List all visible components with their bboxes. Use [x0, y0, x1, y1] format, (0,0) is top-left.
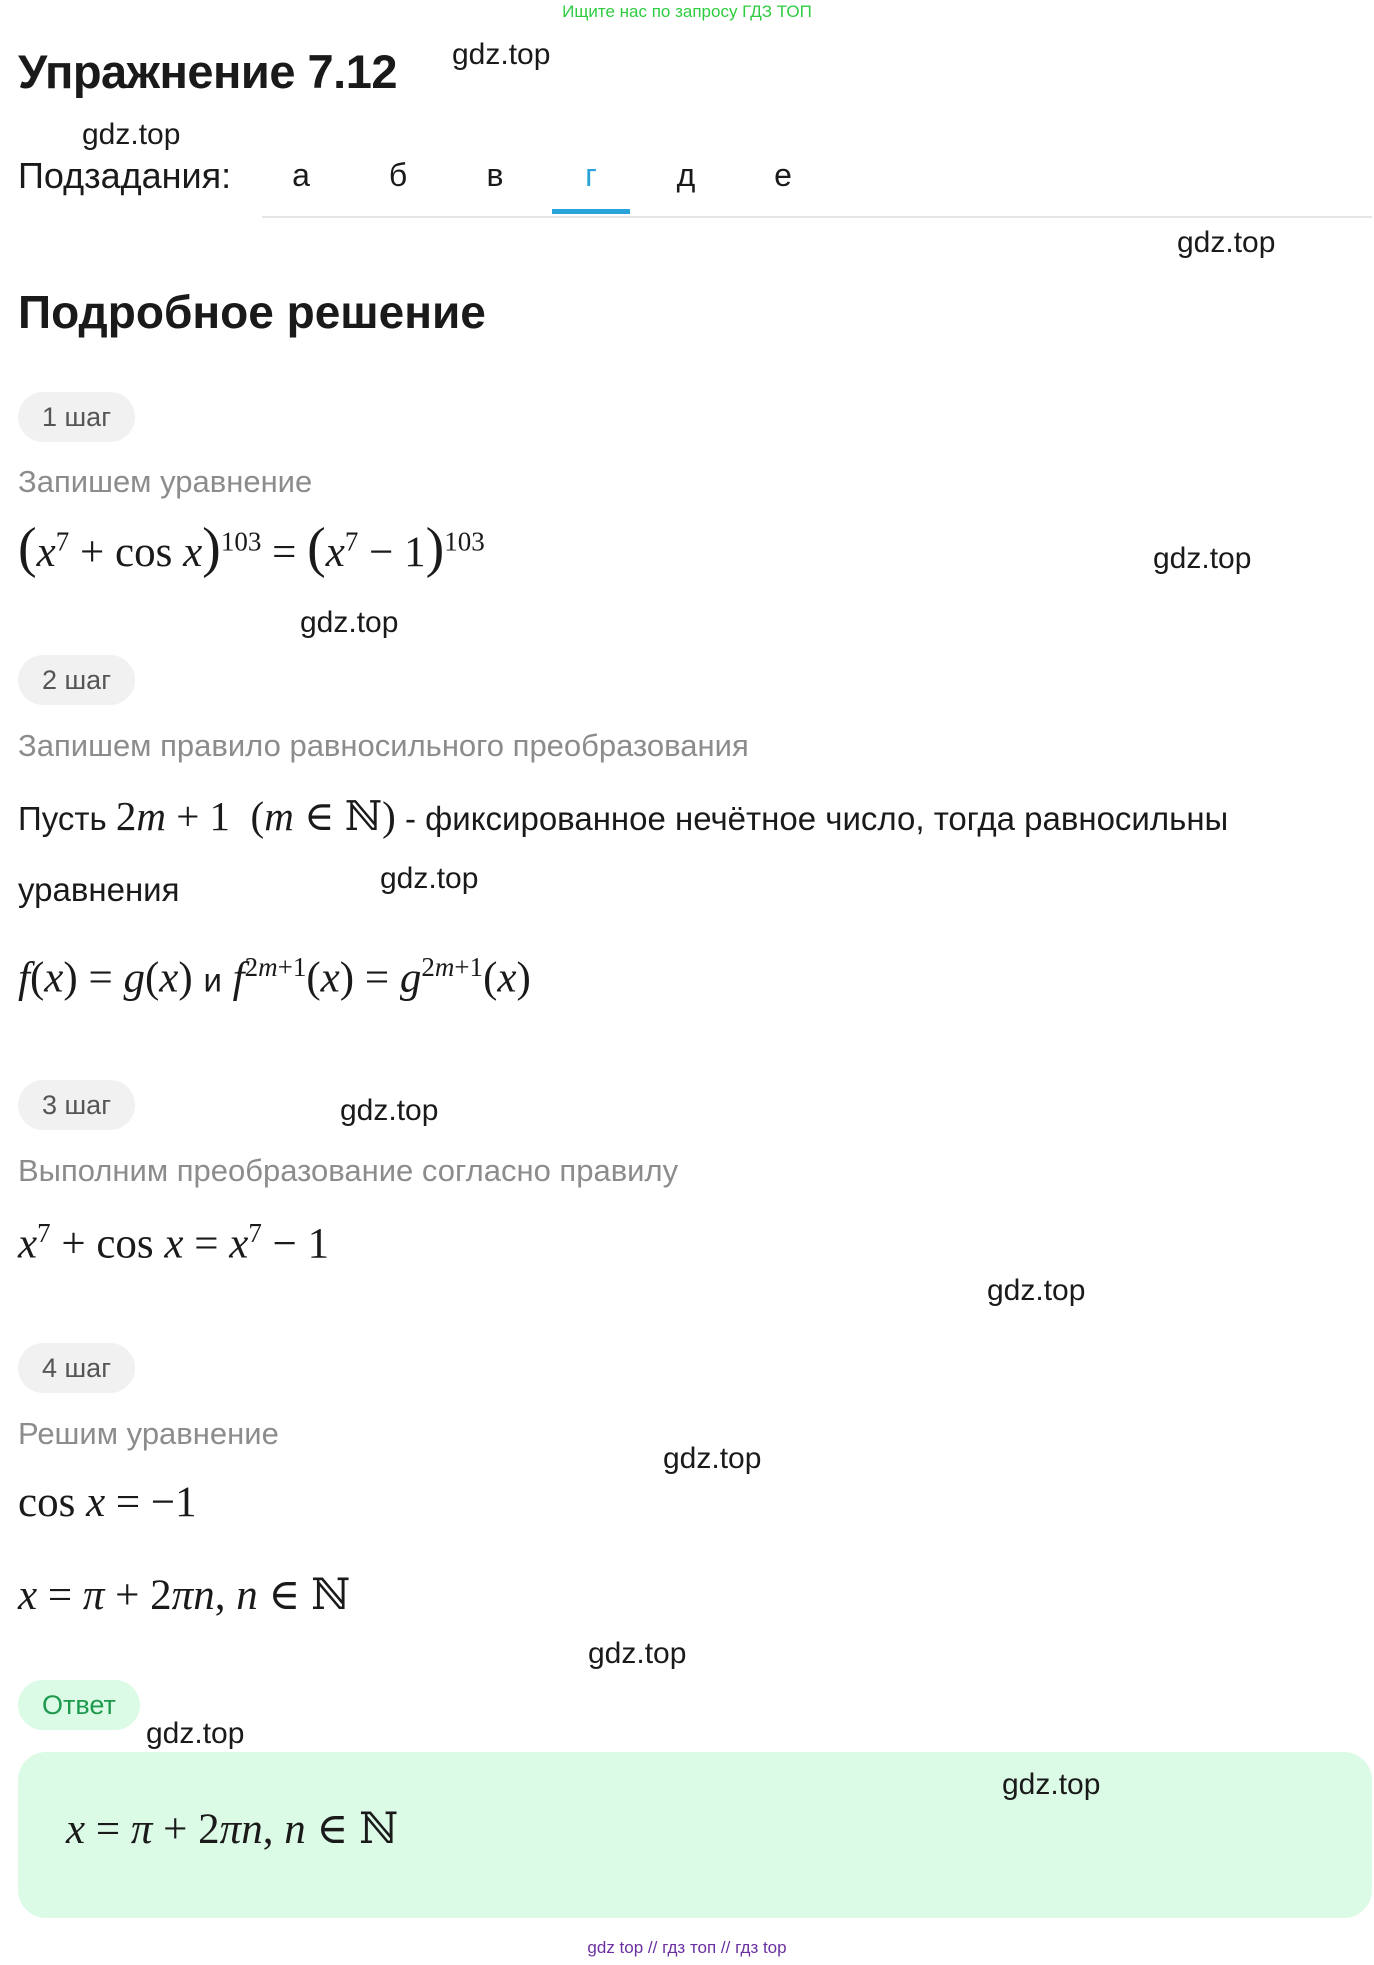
step-badge: 2 шаг — [18, 655, 135, 705]
step-description: Решим уравнение — [18, 1416, 279, 1451]
watermark: gdz.top — [340, 1094, 439, 1127]
equation: f(x) = g(x) и $f^{2m+1}(x) = g^{2m+1}(x)$ — [18, 952, 531, 1002]
tab-b[interactable]: б — [388, 157, 408, 193]
watermark: gdz.top — [146, 1717, 245, 1750]
equation: cos x = −1 — [18, 1479, 197, 1526]
watermark: gdz.top — [1177, 226, 1276, 259]
step-description: Запишем уравнение — [18, 464, 313, 499]
promo-banner[interactable]: Ищите нас по запросу ГДЗ ТОП — [562, 2, 812, 21]
tab-a[interactable]: а — [292, 157, 310, 193]
watermark: gdz.top — [452, 38, 551, 71]
watermark: gdz.top — [82, 118, 181, 151]
answer-badge: Ответ — [18, 1680, 140, 1730]
subtasks-label: Подзадания: — [18, 155, 232, 196]
rule-text: Пусть 2m + 1 (m ∈ ℕ) - фиксированное нечётное число, тогда равносильны — [18, 793, 1229, 839]
step-badge: 1 шаг — [18, 392, 135, 442]
equation: x = π + 2πn, n ∈ ℕ — [18, 1572, 351, 1619]
watermark: gdz.top — [1002, 1768, 1101, 1801]
watermark: gdz.top — [300, 606, 399, 639]
rule-text-start: Пусть — [18, 800, 107, 837]
step-badge: 4 шаг — [18, 1343, 135, 1393]
watermark: gdz.top — [588, 1637, 687, 1670]
tab-e[interactable]: е — [774, 157, 792, 193]
rule-text-end: - фиксированное нечётное число, тогда равносильны — [404, 800, 1229, 837]
conjunction: и — [203, 961, 222, 999]
answer-equation: x = π + 2πn, n ∈ ℕ — [66, 1806, 399, 1853]
watermark: gdz.top — [1153, 542, 1252, 575]
rule-text-line2: уравнения — [18, 871, 180, 908]
step-description: Выполним преобразование согласно правилу — [18, 1153, 679, 1188]
watermark: gdz.top — [663, 1442, 762, 1475]
equation: $x^7 + \cos x = x^7 - 1$ — [18, 1218, 330, 1268]
watermark: gdz.top — [987, 1274, 1086, 1307]
tab-g[interactable]: г — [552, 150, 630, 214]
tab-v[interactable]: в — [486, 157, 504, 193]
page-title: Упражнение 7.12 — [18, 45, 397, 98]
step-badge: 3 шаг — [18, 1080, 135, 1130]
step-description: Запишем правило равносильного преобразования — [18, 728, 749, 763]
tab-d[interactable]: д — [676, 157, 696, 193]
equation: $(x^7 + \cos x)^{103} = (x^7 - 1)^{103}$ — [18, 517, 485, 579]
subtask-tabs — [262, 150, 1372, 218]
watermark: gdz.top — [380, 862, 479, 895]
solution-heading: Подробное решение — [18, 286, 486, 338]
footer-links[interactable]: gdz top // гдз топ // гдз top — [587, 1938, 787, 1957]
